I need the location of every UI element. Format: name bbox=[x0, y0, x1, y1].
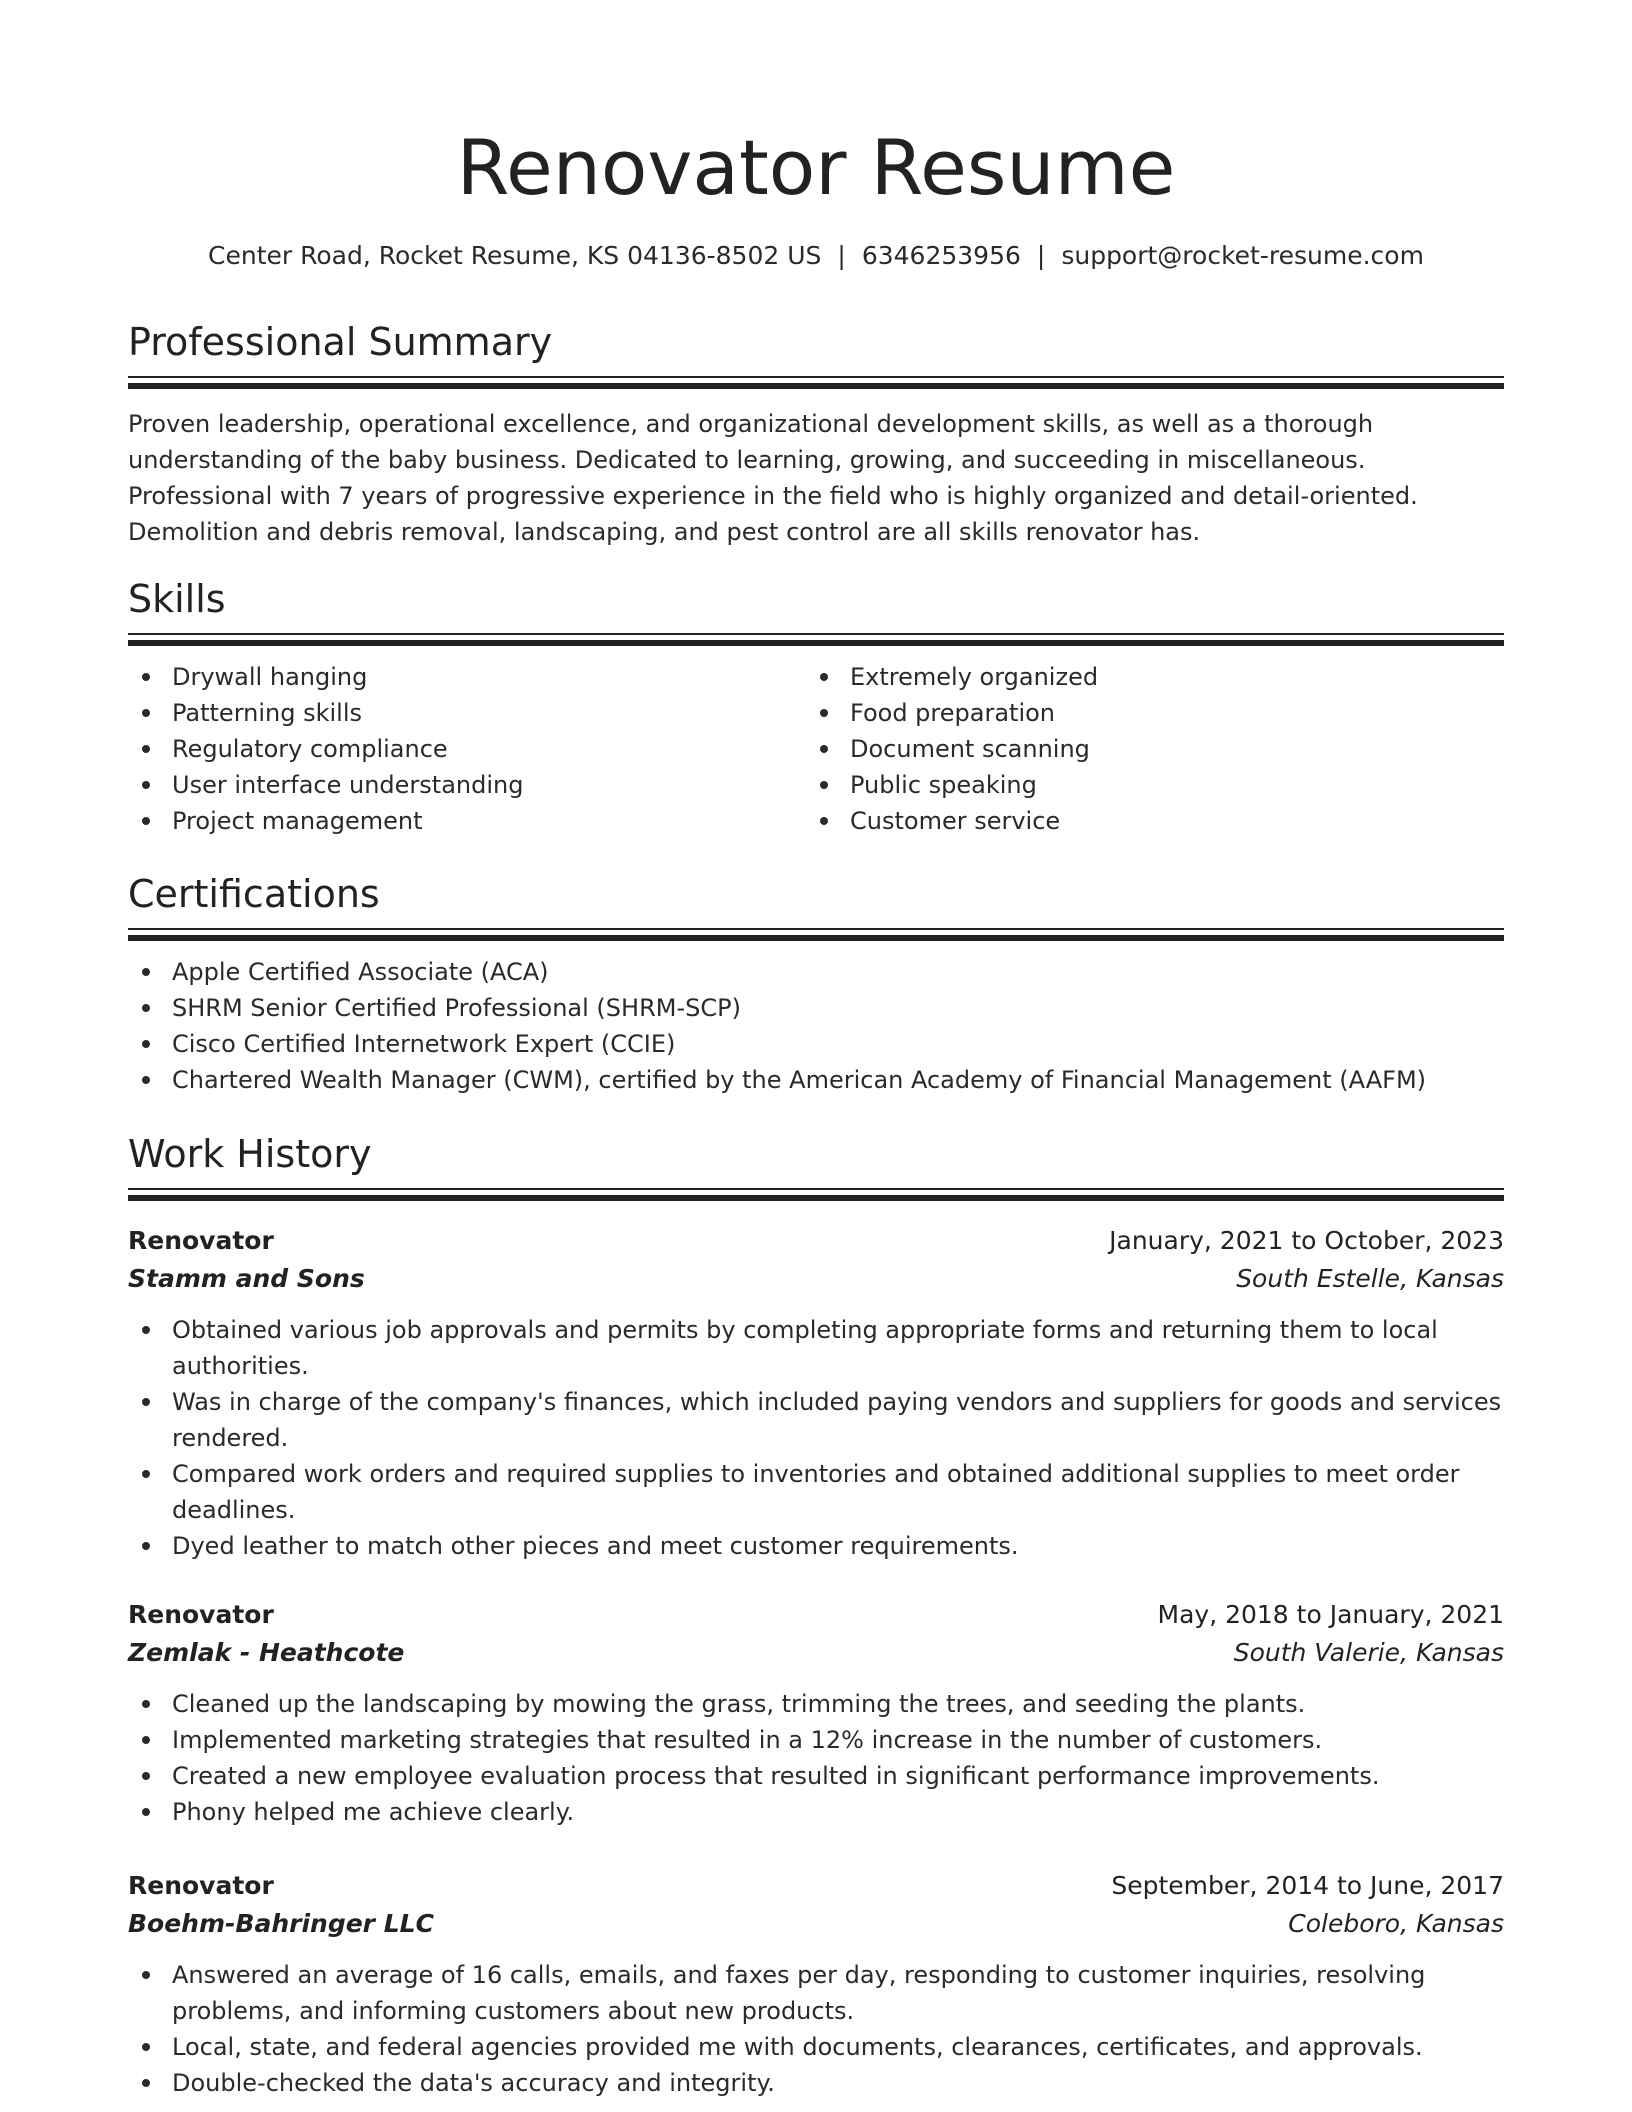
job-location: Coleboro, Kansas bbox=[1288, 1909, 1504, 1938]
skill-item: Regulatory compliance bbox=[128, 731, 806, 767]
skill-item: Project management bbox=[128, 803, 806, 839]
certifications-heading: Certifications bbox=[128, 872, 380, 916]
job-bullet: Phony helped me achieve clearly. bbox=[128, 1794, 1504, 1830]
skills-heading: Skills bbox=[128, 577, 226, 621]
job-entry bbox=[128, 1222, 1504, 1564]
job-bullet: Cleaned up the landscaping by mowing the grass, trimming the trees, and seeding the plants. bbox=[128, 1686, 1504, 1722]
contact-phone: 6346253956 bbox=[861, 241, 1021, 270]
job-bullet: Double-checked the data's accuracy and integrity. bbox=[128, 2065, 1504, 2101]
skill-item: Patterning skills bbox=[128, 695, 806, 731]
skill-item: User interface understanding bbox=[128, 767, 806, 803]
section-divider bbox=[128, 1188, 1504, 1202]
contact-separator: | bbox=[1036, 241, 1046, 270]
skills-list-right bbox=[806, 659, 1484, 839]
certifications-section bbox=[128, 870, 1504, 1098]
section-divider bbox=[128, 928, 1504, 942]
job-location: South Estelle, Kansas bbox=[1236, 1264, 1504, 1293]
resume-title: Renovator Resume bbox=[456, 123, 1176, 212]
job-title: Renovator bbox=[128, 1600, 274, 1629]
job-bullet: Answered an average of 16 calls, emails, and faxes per day, responding to customer inquiries, resolving problems, and informing customers about new products. bbox=[128, 1957, 1504, 2029]
job-bullet: Dyed leather to match other pieces and meet customer requirements. bbox=[128, 1528, 1504, 1564]
summary-section bbox=[128, 318, 1504, 550]
job-company: Zemlak - Heathcote bbox=[128, 1638, 405, 1667]
skill-item: Public speaking bbox=[806, 767, 1484, 803]
skills-grid bbox=[128, 659, 1504, 839]
summary-heading: Professional Summary bbox=[128, 320, 553, 364]
job-dates: January, 2021 to October, 2023 bbox=[1109, 1226, 1504, 1255]
job-dates: September, 2014 to June, 2017 bbox=[1111, 1871, 1504, 1900]
skills-section bbox=[128, 575, 1504, 839]
certification-item: Apple Certified Associate (ACA) bbox=[128, 954, 1504, 990]
section-divider bbox=[128, 376, 1504, 390]
skill-item: Document scanning bbox=[806, 731, 1484, 767]
job-company: Boehm-Bahringer LLC bbox=[128, 1909, 434, 1938]
job-title: Renovator bbox=[128, 1871, 274, 1900]
job-location: South Valerie, Kansas bbox=[1233, 1638, 1504, 1667]
job-dates: May, 2018 to January, 2021 bbox=[1157, 1600, 1504, 1629]
skill-item: Drywall hanging bbox=[128, 659, 806, 695]
job-bullet: Was in charge of the company's finances, which included paying vendors and suppliers for goods and services rendered. bbox=[128, 1384, 1504, 1456]
job-bullet: Local, state, and federal agencies provided me with documents, clearances, certificates, and approvals. bbox=[128, 2029, 1504, 2065]
contact-email: support@rocket-resume.com bbox=[1061, 241, 1424, 270]
job-bullets bbox=[128, 1312, 1504, 1564]
contact-separator: | bbox=[837, 241, 846, 270]
skills-list-left bbox=[128, 659, 806, 839]
work-history-section bbox=[128, 1130, 1504, 1202]
job-bullet: Compared work orders and required supplies to inventories and obtained additional supplies to meet order deadlines. bbox=[128, 1456, 1504, 1528]
certification-item: SHRM Senior Certified Professional (SHRM-SCP) bbox=[128, 990, 1504, 1026]
job-bullets bbox=[128, 1957, 1504, 2101]
job-company: Stamm and Sons bbox=[128, 1264, 365, 1293]
skill-item: Food preparation bbox=[806, 695, 1484, 731]
section-divider bbox=[128, 633, 1504, 647]
summary-text: Proven leadership, operational excellence, and organizational development skills, as well as a thorough understanding of the baby business. Dedicated to learning, growing, and succeeding in miscellaneous. Professional with 7 years of progressive experience in the field who is highly organized and detail-oriented. Demolition and debris removal, landscaping, and pest control are all skills renovator has. bbox=[128, 410, 1418, 546]
work-history-heading: Work History bbox=[128, 1132, 372, 1176]
certifications-list bbox=[128, 954, 1504, 1098]
skill-item: Extremely organized bbox=[806, 659, 1484, 695]
contact-line bbox=[128, 238, 1504, 274]
job-bullets bbox=[128, 1686, 1504, 1830]
certification-item: Chartered Wealth Manager (CWM), certified by the American Academy of Financial Management (AAFM) bbox=[128, 1062, 1504, 1098]
certification-item: Cisco Certified Internetwork Expert (CCIE) bbox=[128, 1026, 1504, 1062]
skill-item: Customer service bbox=[806, 803, 1484, 839]
job-bullet: Implemented marketing strategies that resulted in a 12% increase in the number of customers. bbox=[128, 1722, 1504, 1758]
job-bullet: Obtained various job approvals and permits by completing appropriate forms and returning them to local authorities. bbox=[128, 1312, 1504, 1384]
contact-address: Center Road, Rocket Resume, KS 04136-8502 US bbox=[208, 241, 822, 270]
job-bullet: Created a new employee evaluation process that resulted in significant performance improvements. bbox=[128, 1758, 1504, 1794]
job-entry bbox=[128, 1596, 1504, 1830]
job-title: Renovator bbox=[128, 1226, 274, 1255]
job-entry bbox=[128, 1867, 1504, 2101]
